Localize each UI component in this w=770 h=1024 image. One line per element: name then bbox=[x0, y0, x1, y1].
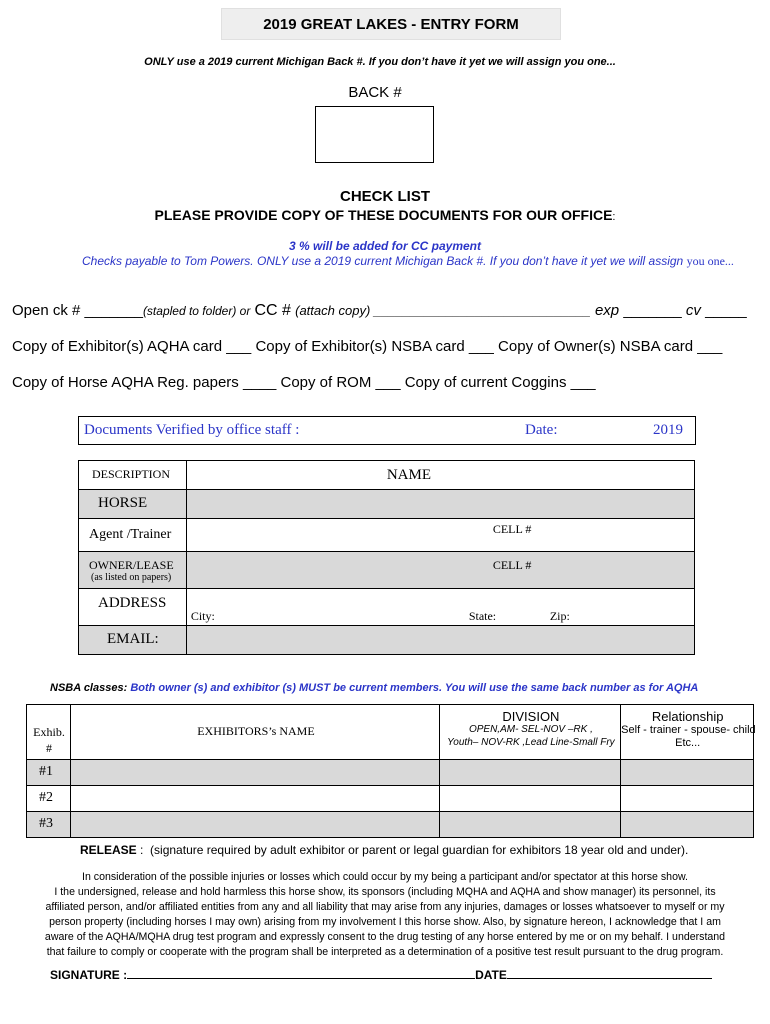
description-header: DESCRIPTION bbox=[92, 467, 171, 481]
release-label: RELEASE bbox=[80, 843, 137, 857]
exhibitor-division-field[interactable] bbox=[440, 812, 621, 838]
signature-line bbox=[50, 968, 740, 982]
cv-label: cv bbox=[685, 302, 701, 319]
release-colon: : bbox=[140, 843, 144, 857]
exhibitor-row bbox=[27, 760, 754, 786]
name-header: NAME bbox=[386, 467, 431, 483]
nsba-prefix: NSBA classes: bbox=[50, 682, 128, 694]
verification-label: Documents Verified by office staff : bbox=[84, 422, 300, 438]
release-line: that failure to comply or cooperate with the program shall be interpreted as a determination of a positive test result pursuant to the drug program. bbox=[46, 946, 724, 958]
owner-lease-note: (as listed on papers) bbox=[91, 572, 172, 583]
exhibitor-row bbox=[27, 812, 754, 838]
owner-lease-field[interactable] bbox=[186, 552, 694, 589]
exhibitor-relationship-field[interactable] bbox=[621, 812, 754, 838]
exhibitor-division-field[interactable] bbox=[440, 786, 621, 812]
checks-payable-text: Checks payable to Tom Powers. ONLY use a 2019 current Michigan Back #. If you don’t have it yet we will assign bbox=[82, 254, 684, 268]
owner-lease-label: OWNER/LEASE bbox=[89, 558, 174, 572]
form-title: 2019 GREAT LAKES - ENTRY FORM bbox=[221, 8, 561, 40]
checklist-subtitle-text: PLEASE PROVIDE COPY OF THESE DOCUMENTS FOR OUR OFFICE bbox=[154, 207, 613, 223]
verification-date-label: Date: bbox=[525, 422, 558, 438]
copies-line-2: Copy of Horse AQHA Reg. papers ____ Copy of ROM ___ Copy of current Coggins ___ bbox=[12, 374, 596, 391]
release-line: aware of the AQHA/MQHA drug test program and expressly consent to the drug testing of any horse entered by me or on my behalf. I understand bbox=[44, 931, 726, 943]
exhibitor-row bbox=[27, 786, 754, 812]
open-check-field[interactable]: Open ck # _______ bbox=[12, 302, 143, 319]
exhibitor-relationship-field[interactable] bbox=[621, 786, 754, 812]
release-note: (signature required by adult exhibitor or parent or legal guardian for exhibitors 18 year old and under). bbox=[150, 843, 689, 857]
address-label: ADDRESS bbox=[98, 595, 167, 611]
horse-label: HORSE bbox=[98, 495, 148, 511]
release-line: I the undersigned, release and hold harmless this horse show, its sponsors (including MQHA and AQHA and show manager) its personnel, its bbox=[54, 886, 716, 898]
signature-field[interactable] bbox=[127, 978, 475, 979]
signature-date-field[interactable] bbox=[507, 978, 712, 979]
zip-label: Zip: bbox=[549, 609, 570, 623]
city-label: City: bbox=[190, 609, 215, 623]
release-heading bbox=[80, 843, 760, 857]
payment-line bbox=[12, 302, 747, 320]
exhib-header-line1: Exhib. bbox=[33, 725, 65, 739]
release-text bbox=[10, 870, 760, 960]
description-header-cell bbox=[79, 461, 187, 490]
release-line: In consideration of the possible injuries or losses which could occur by my being a participant and/or spectator at this horse show. bbox=[82, 871, 688, 883]
exhibitor-row-label: #2 bbox=[39, 790, 53, 805]
checklist-subtitle-colon: : bbox=[612, 211, 616, 223]
copies-line-1: Copy of Exhibitor(s) AQHA card ___ Copy of Exhibitor(s) NSBA card ___ Copy of Owner(s) NSBA card ___ bbox=[12, 338, 723, 355]
relationship-header-cell bbox=[621, 705, 754, 760]
exp-label: exp bbox=[594, 302, 620, 319]
name-header-cell bbox=[186, 461, 694, 490]
back-number-box[interactable] bbox=[315, 106, 434, 163]
division-line1: OPEN,AM- SEL-NOV –RK , bbox=[468, 724, 593, 735]
horse-name-field[interactable] bbox=[186, 490, 694, 519]
exhibitor-row-label: #1 bbox=[39, 764, 53, 779]
email-field[interactable] bbox=[186, 626, 694, 655]
division-header-cell bbox=[440, 705, 621, 760]
release-line: affiliated person, and/or affiliated entities from any and all liability that may arise from any injuries, damages or losses whatsoever to myself or my bbox=[45, 901, 725, 913]
exhibitor-name-field[interactable] bbox=[70, 786, 439, 812]
entry-table bbox=[78, 460, 695, 655]
state-label: State: bbox=[468, 609, 497, 623]
owner-lease-label-cell bbox=[79, 552, 187, 589]
address-field[interactable] bbox=[186, 589, 694, 626]
checklist-title: CHECK LIST bbox=[340, 188, 430, 205]
cc-number-field[interactable]: (attach copy) ______________________________ bbox=[295, 303, 591, 318]
exhibitor-row-number bbox=[27, 760, 71, 786]
exhibitors-table bbox=[26, 704, 754, 838]
agent-trainer-label-cell bbox=[79, 519, 187, 552]
agent-trainer-field[interactable] bbox=[186, 519, 694, 552]
nsba-note bbox=[50, 682, 750, 694]
back-number-notice: ONLY use a 2019 current Michigan Back #. If you don’t have it yet we will assign you one... bbox=[144, 56, 616, 68]
exhibitor-division-field[interactable] bbox=[440, 760, 621, 786]
release-line: person property (including horses I may own) arising from my involvement I this horse show. Also, by signature hereon, I acknowledge that I am bbox=[49, 916, 721, 928]
nsba-text: Both owner (s) and exhibitor (s) MUST be current members. You will use the same back number as for AQHA bbox=[130, 682, 699, 694]
horse-label-cell bbox=[79, 490, 187, 519]
checks-payable-note bbox=[82, 254, 762, 269]
exhibitor-relationship-field[interactable] bbox=[621, 760, 754, 786]
exhib-header-line2: # bbox=[46, 741, 52, 755]
agent-cell-label: CELL # bbox=[492, 522, 532, 536]
checklist-subtitle bbox=[60, 207, 710, 223]
back-number-label: BACK # bbox=[348, 84, 402, 101]
verification-year: 2019 bbox=[653, 422, 683, 438]
exhib-header-cell bbox=[27, 705, 71, 760]
exhibitor-name-field[interactable] bbox=[70, 812, 439, 838]
address-label-cell bbox=[79, 589, 187, 626]
owner-cell-label: CELL # bbox=[492, 558, 532, 572]
verification-box bbox=[78, 416, 696, 445]
agent-trainer-label: Agent /Trainer bbox=[89, 527, 172, 542]
exhibitor-name-header-cell bbox=[70, 705, 439, 760]
division-line2: Youth– NOV-RK ,Lead Line-Small Fry bbox=[447, 737, 615, 748]
exhibitor-name-field[interactable] bbox=[70, 760, 439, 786]
cc-payment-note: 3 % will be added for CC payment bbox=[288, 239, 482, 253]
exhibitor-row-number bbox=[27, 812, 71, 838]
signature-label: SIGNATURE : bbox=[50, 968, 128, 982]
relationship-header: Relationship bbox=[651, 709, 724, 724]
stapled-note: (stapled to folder) or bbox=[142, 304, 251, 318]
division-header: DIVISION bbox=[502, 709, 560, 724]
exhibitor-row-label: #3 bbox=[39, 816, 53, 831]
relationship-line2: Etc... bbox=[675, 737, 701, 749]
exhibitor-name-header: EXHIBITORS’s NAME bbox=[197, 724, 315, 738]
email-label: EMAIL: bbox=[107, 631, 159, 647]
signature-date-label: DATE bbox=[475, 968, 507, 982]
relationship-line1: Self - trainer - spouse- child bbox=[621, 724, 756, 736]
cv-field[interactable]: _____ bbox=[705, 302, 747, 319]
email-label-cell bbox=[79, 626, 187, 655]
exhibitor-row-number bbox=[27, 786, 71, 812]
exp-field[interactable]: _______ bbox=[623, 302, 682, 319]
cc-label: CC # bbox=[254, 302, 291, 319]
checks-payable-tail: you one... bbox=[686, 254, 734, 268]
